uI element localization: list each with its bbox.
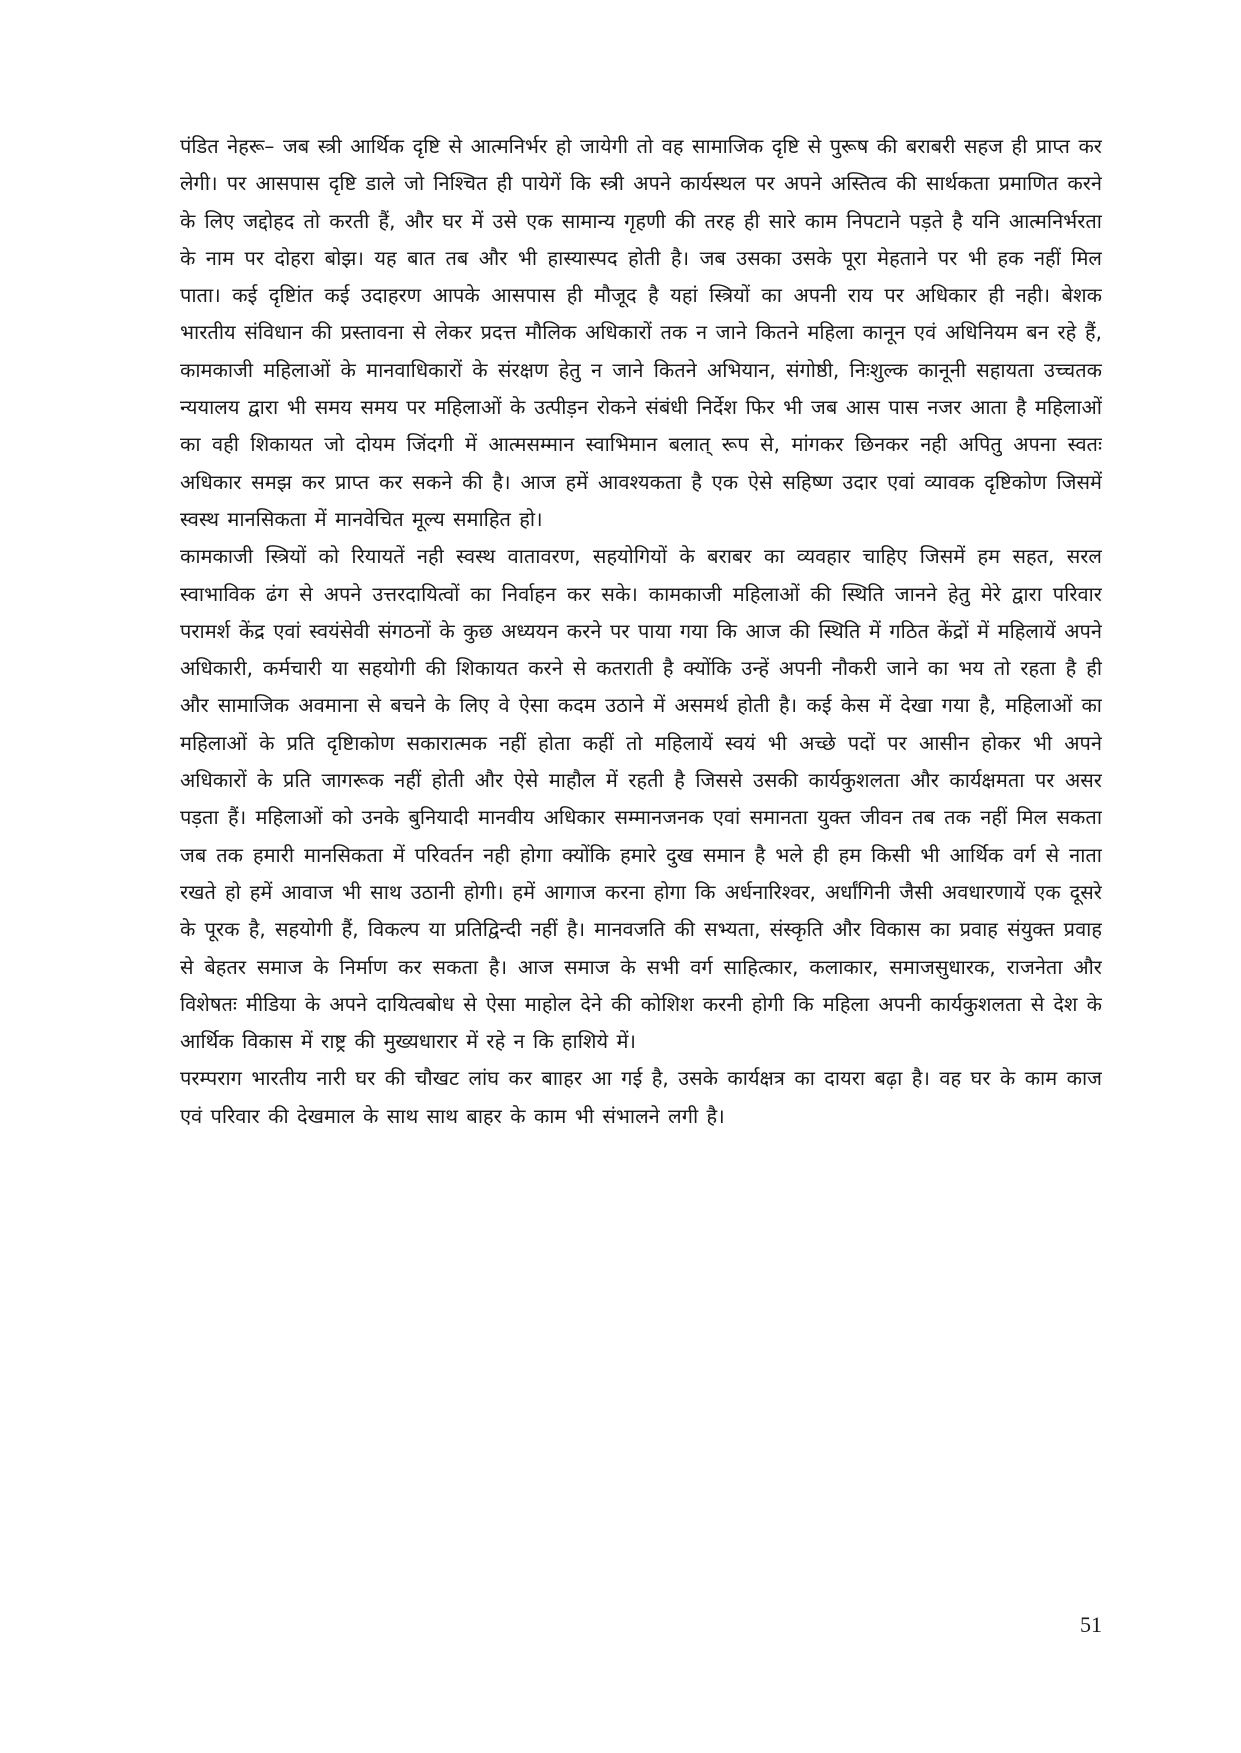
paragraph-1: पंडित नेहरू– जब स्त्री आर्थिक दृष्टि से आत्मनिर्भर हो जायेगी तो वह सामाजिक दृष्टि से पुरूष की बराबरी सहज ही प्राप्त कर लेगी। पर आसपास दृष्टि डाले जो निश्चित ही पायेगें कि स्त्री अपने कार्यस्थल पर अपने अस्तित्व की सार्थकता प्रमाणित करने के लिए जद्दोहद तो करती हैं, और घर में उसे एक सामान्य गृहणी की तरह ही सारे काम निपटाने पड़ते है यनि आत्मनिर्भरता के नाम पर दोहरा बोझ। यह बात तब और भी हास्यास्पद होती है। जब उसका उसके पूरा मेहताने पर भी हक नहीं मिल पाता। कई दृष्टिांत कई उदाहरण आपके आसपास ही मौजूद है यहां स्त्रियों का अपनी राय पर अधिकार ही नही। बेशक भारतीय संविधान की प्रस्तावना से लेकर प्रदत्त मौलिक अधिकारों तक न जाने कितने महिला कानून एवं अधिनियम बन रहे हैं, कामकाजी महिलाओं के मानवाधिकारों के संरक्षण हेतु न जाने कितने अभियान, संगोष्ठी, निःशुल्क कानूनी सहायता उच्चतक न्ययालय द्वारा भी समय समय पर महिलाओं के उत्पीड़न रोकने संबंधी निर्देश फिर भी जब आस पास नजर आता है महिलाओं का वही शिकायत जो दोयम जिंदगी में आत्मसम्मान स्वाभिमान बलात् रूप से, मांगकर छिनकर नही अपितु अपना स्वतः अधिकार समझ कर प्राप्त कर सकने की है। आज हमें आवश्यकता है एक ऐसे सहिष्ण उदार एवां व्यावक दृष्टिकोण जिसमें स्वस्थ मानसिकता में मानवेचित मूल्य समाहित हो। (180, 134, 1102, 531)
page-number: 51 (1080, 1612, 1102, 1637)
paragraph-2: कामकाजी स्त्रियों को रियायतें नही स्वस्थ वातावरण, सहयोगियों के बराबर का व्यवहार चाहिए जिसमें हम सहत, सरल स्वाभाविक ढंग से अपने उत्तरदायित्वों का निर्वाहन कर सके। कामकाजी महिलाओं की स्थिति जानने हेतु मेरे द्वारा परिवार परामर्श केंद्र एवां स्वयंसेवी संगठनों के कुछ अध्ययन करने पर पाया गया कि आज की स्थिति में गठित केंद्रों में महिलायें अपने अधिकारी, कर्मचारी या सहयोगी की शिकायत करने से कतराती है क्योंकि उन्हें अपनी नौकरी जाने का भय तो रहता है ही और सामाजिक अवमाना से बचने के लिए वे ऐसा कदम उठाने में असमर्थ होती है। कई केस में देखा गया है, महिलाओं का महिलाओं के प्रति दृष्टिाकोण सकारात्मक नहीं होता कहीं तो महिलायें स्वयं भी अच्छे पदों पर आसीन होकर भी अपने अधिकारों के प्रति जागरूक नहीं होती और ऐसे माहौल में रहती है जिससे उसकी कार्यकुशलता और कार्यक्षमता पर असर पड़ता हैं। महिलाओं को उनके बुनियादी मानवीय अधिकार सम्मानजनक एवां समानता युक्त जीवन तब तक नहीं मिल सकता जब तक हमारी मानसिकता में परिवर्तन नही होगा क्योंकि हमारे दुख समान है भले ही हम किसी भी आर्थिक वर्ग से नाता रखते हो हमें आवाज भी साथ उठानी होगी। हमें आगाज करना होगा कि अर्धनारिश्वर, अर्धांगिनी जैसी अवधारणायें एक दूसरे के पूरक है, सहयोगी हैं, विकल्प या प्रतिद्विन्दी नहीं है। मानवजति की सभ्यता, संस्कृति और विकास का प्रवाह संयुक्त प्रवाह से बेहतर समाज के निर्माण कर सकता है। आज समाज के सभी वर्ग साहित्कार, कलाकार, समाजसुधारक, राजनेता और विशेषतः मीडिया के अपने दायित्वबोध से ऐसा माहोल देने की कोशिश करनी होगी कि महिला अपनी कार्यकुशलता से देश के आर्थिक विकास में राष्ट्र की मुख्यधारार में रहे न कि हाशिये में। (180, 544, 1102, 1054)
paragraph-3: परम्पराग भारतीय नारी घर की चौखट लांघ कर बााहर आ गई है, उसके कार्यक्षत्र का दायरा बढ़ा है। वह घर के काम काज एवं परिवार की देखमाल के साथ साथ बाहर के काम भी संभालने लगी है। (180, 1066, 1102, 1128)
body-text (180, 128, 1102, 1568)
